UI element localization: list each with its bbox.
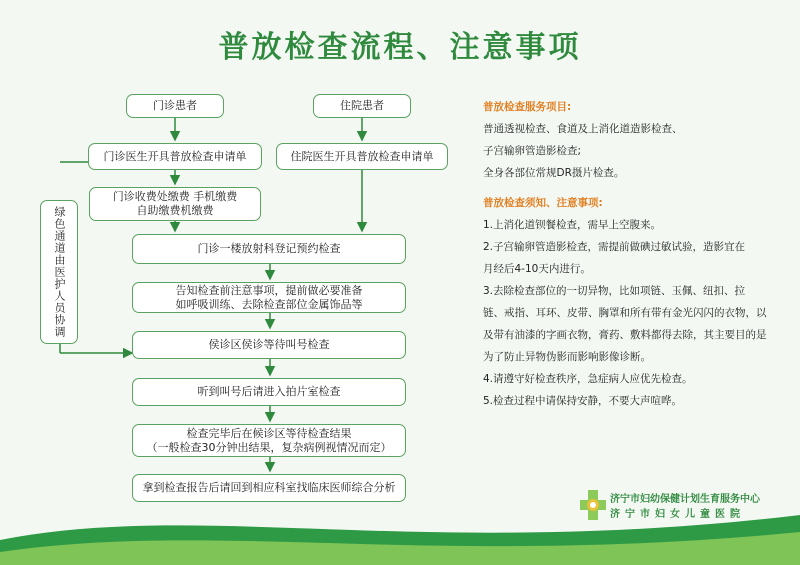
services-title: 普放检查服务项目: (483, 101, 572, 113)
note-line: 及带有油漆的字画衣物，膏药、敷料都得去除，其主要目的是 (483, 329, 767, 341)
wait-call-box: 侯诊区侯诊等待叫号检查 (132, 331, 406, 359)
outpatient-request-box: 门诊医生开具普放检查申请单 (88, 143, 262, 170)
note-line: 4.请遵守好检查秩序，急症病人应优先检查。 (483, 373, 693, 385)
services-item: 子宫输卵管造影检查; (483, 145, 582, 157)
services-item: 全身各部位常规DR摄片检查。 (483, 167, 625, 179)
wait-result-box: 检查完毕后在候诊区等待检查结果 （一般检查30分钟出结果，复杂病例视情况而定） (132, 424, 406, 457)
hospital-logo-icon (578, 488, 608, 522)
note-line: 2.子宫输卵管造影检查，需提前做碘过敏试验，造影宜在 (483, 241, 746, 253)
note-line: 月经后4-10天内进行。 (483, 263, 591, 275)
hospital-name: 济宁市妇女儿童医院 (610, 509, 745, 520)
register-box: 门诊一楼放射科登记预约检查 (132, 234, 406, 264)
inpatient-request-box: 住院医生开具普放检查申请单 (276, 143, 448, 170)
page-title: 普放检查流程、注意事项 (218, 30, 582, 65)
report-box: 拿到检查报告后请回到相应科室找临床医师综合分析 (132, 474, 406, 502)
notes-section (483, 192, 767, 412)
note-line: 1.上消化道钡餐检查，需早上空腹来。 (483, 219, 662, 231)
payment-box: 门诊收费处缴费 手机缴费 自助缴费机缴费 (89, 187, 261, 221)
note-line: 链、戒指、耳环、皮带、胸罩和所有带有金光闪闪的衣物，以 (483, 307, 767, 319)
outpatient-box: 门诊患者 (126, 94, 224, 118)
green-channel-box: 绿色通道由医护人员协调 (40, 200, 78, 344)
notice-box: 告知检查前注意事项，提前做必要准备 如呼吸训练、去除检查部位金属饰品等 (132, 282, 406, 313)
services-section (483, 96, 683, 184)
note-line: 5.检查过程中请保持安静，不要大声喧哗。 (483, 395, 683, 407)
inpatient-box: 住院患者 (313, 94, 411, 118)
enter-room-box: 听到叫号后请进入拍片室检查 (132, 378, 406, 406)
note-line: 3.去除检查部位的一切异物，比如项链、玉佩、纽扣、拉 (483, 285, 746, 297)
notes-title: 普放检查须知、注意事项: (483, 197, 603, 209)
services-item: 普通透视检查、食道及上消化道造影检查、 (483, 123, 683, 135)
org-name: 济宁市妇幼保健计划生育服务中心 (610, 494, 760, 505)
note-line: 为了防止异物伪影而影响影像诊断。 (483, 351, 651, 363)
